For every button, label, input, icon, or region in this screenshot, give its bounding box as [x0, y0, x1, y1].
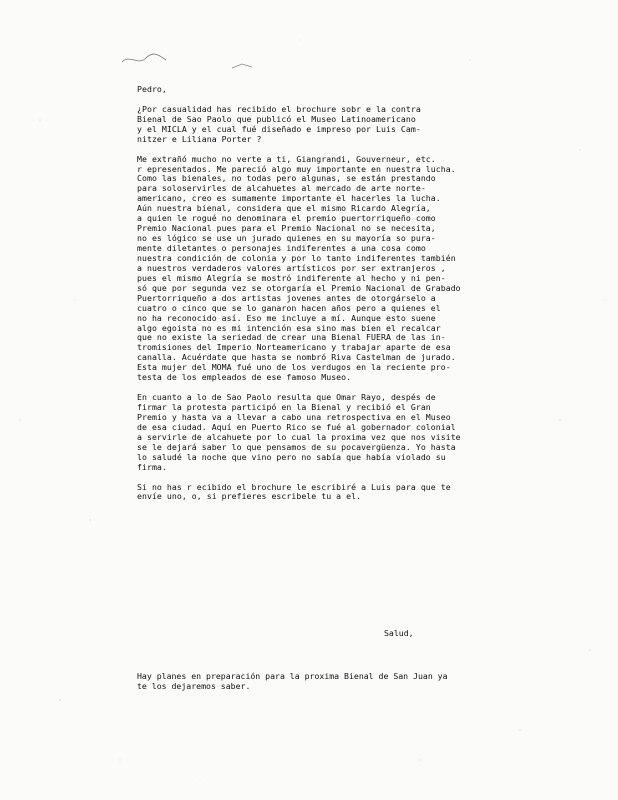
text-line: testa de los empleados de ese famoso Museo.: [137, 372, 352, 383]
text-line: Me extrañó mucho no verte a ti, Giangrandi, Gouverneur, etc.: [137, 153, 436, 164]
text-line: Premio y hasta va a llevar a cabo una retrospectiva en el Museo: [137, 411, 451, 422]
text-line: pues el mismo Alegría se mostró indiferente al hecho y ni pen-: [137, 272, 446, 283]
text-line: firma.: [137, 461, 167, 472]
text-line: nitzer e Liliana Porter ?: [137, 133, 262, 144]
text-line: En cuanto a lo de Sao Paolo resulta que Omar Rayo, despés de: [137, 392, 436, 403]
text-line: cuatro o cinco que se lo ganaron hacen años pero a quienes el: [137, 302, 441, 313]
text-line: a nuestros verdaderos valores artísticos por ser extranjeros ,: [137, 262, 446, 273]
text-line: y el MICLA y el cual fué diseñado e impreso por Luis Cam-: [137, 123, 421, 134]
text-line: lo saludé la noche que vino pero no sabía que había violado su: [137, 451, 446, 462]
text-line: americano, creo es sumamente importante el hacerles la lucha.: [137, 193, 441, 204]
text-line: ¿Por casualidad has recibido el brochure sobr e la contra: [137, 103, 421, 114]
text-line: a quien le rogué no denominara el premio puertorriqueño como: [137, 213, 436, 224]
postscript: [137, 672, 557, 692]
text-line: envíe uno, o, si prefieres escribele tu a el.: [137, 491, 362, 502]
text-line: de esa ciudad. Aquí en Puerto Rico se fué al gobernador colonial: [137, 421, 456, 432]
text-line: canalla. Acuérdate que hasta se nombró Riva Castelman de jurado.: [137, 352, 456, 363]
text-line: tromisiones del Imperio Norteamericano y trabajar aparte de esa: [137, 342, 451, 353]
paragraph-3: [137, 393, 557, 473]
text-line: se le dejará saber lo que pensamos de su pocavergüenza. Yo hasta: [137, 441, 456, 452]
pen-mark-top: [120, 50, 180, 70]
text-line: te los dejaremos saber.: [137, 680, 251, 691]
text-line: que no existe la seriedad de crear una Bienal FUERA de las in-: [137, 332, 446, 343]
text-line: Bienal de Sao Paolo que publicó el Museo Latinoamericano: [137, 113, 416, 124]
text-line: Puertorriqueño a dos artistas jovenes antes de otorgárselo a: [137, 292, 436, 303]
text-line: Aún nuestra bienal, considera que el mismo Ricardo Alegría,: [137, 203, 431, 214]
text-line: nuestra condición de colonia y por lo tanto indiferentes también: [137, 252, 456, 263]
text-line: r epresentados. Me pareció algo muy importante en nuestra lucha.: [137, 163, 456, 174]
text-line: Como las bienales, no todas pero algunas, se están prestando: [137, 173, 436, 184]
text-line: no ha reconocido así. Eso me incluye a mí. Aunque esto suene: [137, 312, 436, 323]
pen-mark-top-right: [230, 60, 260, 72]
text-line: Si no has r ecibido el brochure le escribiré a Luis para que te: [137, 481, 451, 492]
text-line: Esta mujer del MOMA fué uno de los verdugos en la reciente pro-: [137, 362, 451, 373]
paragraph-1: [137, 105, 557, 145]
text-line: para soloservirles de alcahuetes al mercado de arte norte-: [137, 183, 426, 194]
letter-body: [137, 85, 557, 502]
blank-line: [137, 473, 557, 483]
salutation: Pedro,: [137, 84, 167, 94]
text-line: Premio Nacional pues para el Premio Nacional no se necesita,: [137, 223, 436, 234]
text-line: no es lógico se use un jurado quienes en su mayoría so pura-: [137, 233, 436, 244]
text-line: firmar la protesta participó en la Bienal y recibió el Gran: [137, 402, 431, 412]
text-line: só que por segunda vez se otorgaría el Premio Nacional de Grabado: [137, 282, 461, 293]
text-line: mente diletantes o personajes indiferentes a una cosa como: [137, 243, 426, 253]
text-line: a servirle de alcahuete por lo cual la proxima vez que nos visite: [137, 431, 461, 442]
paragraph-2: [137, 155, 557, 384]
paragraph-4: [137, 483, 557, 503]
closing-salud: Salud,: [384, 628, 414, 638]
text-line: Hay planes en preparación para la proxima Bienal de San Juan ya: [137, 671, 448, 681]
text-line: algo egoista no es mi intención esa sino mas bien el recalcar: [137, 322, 441, 333]
